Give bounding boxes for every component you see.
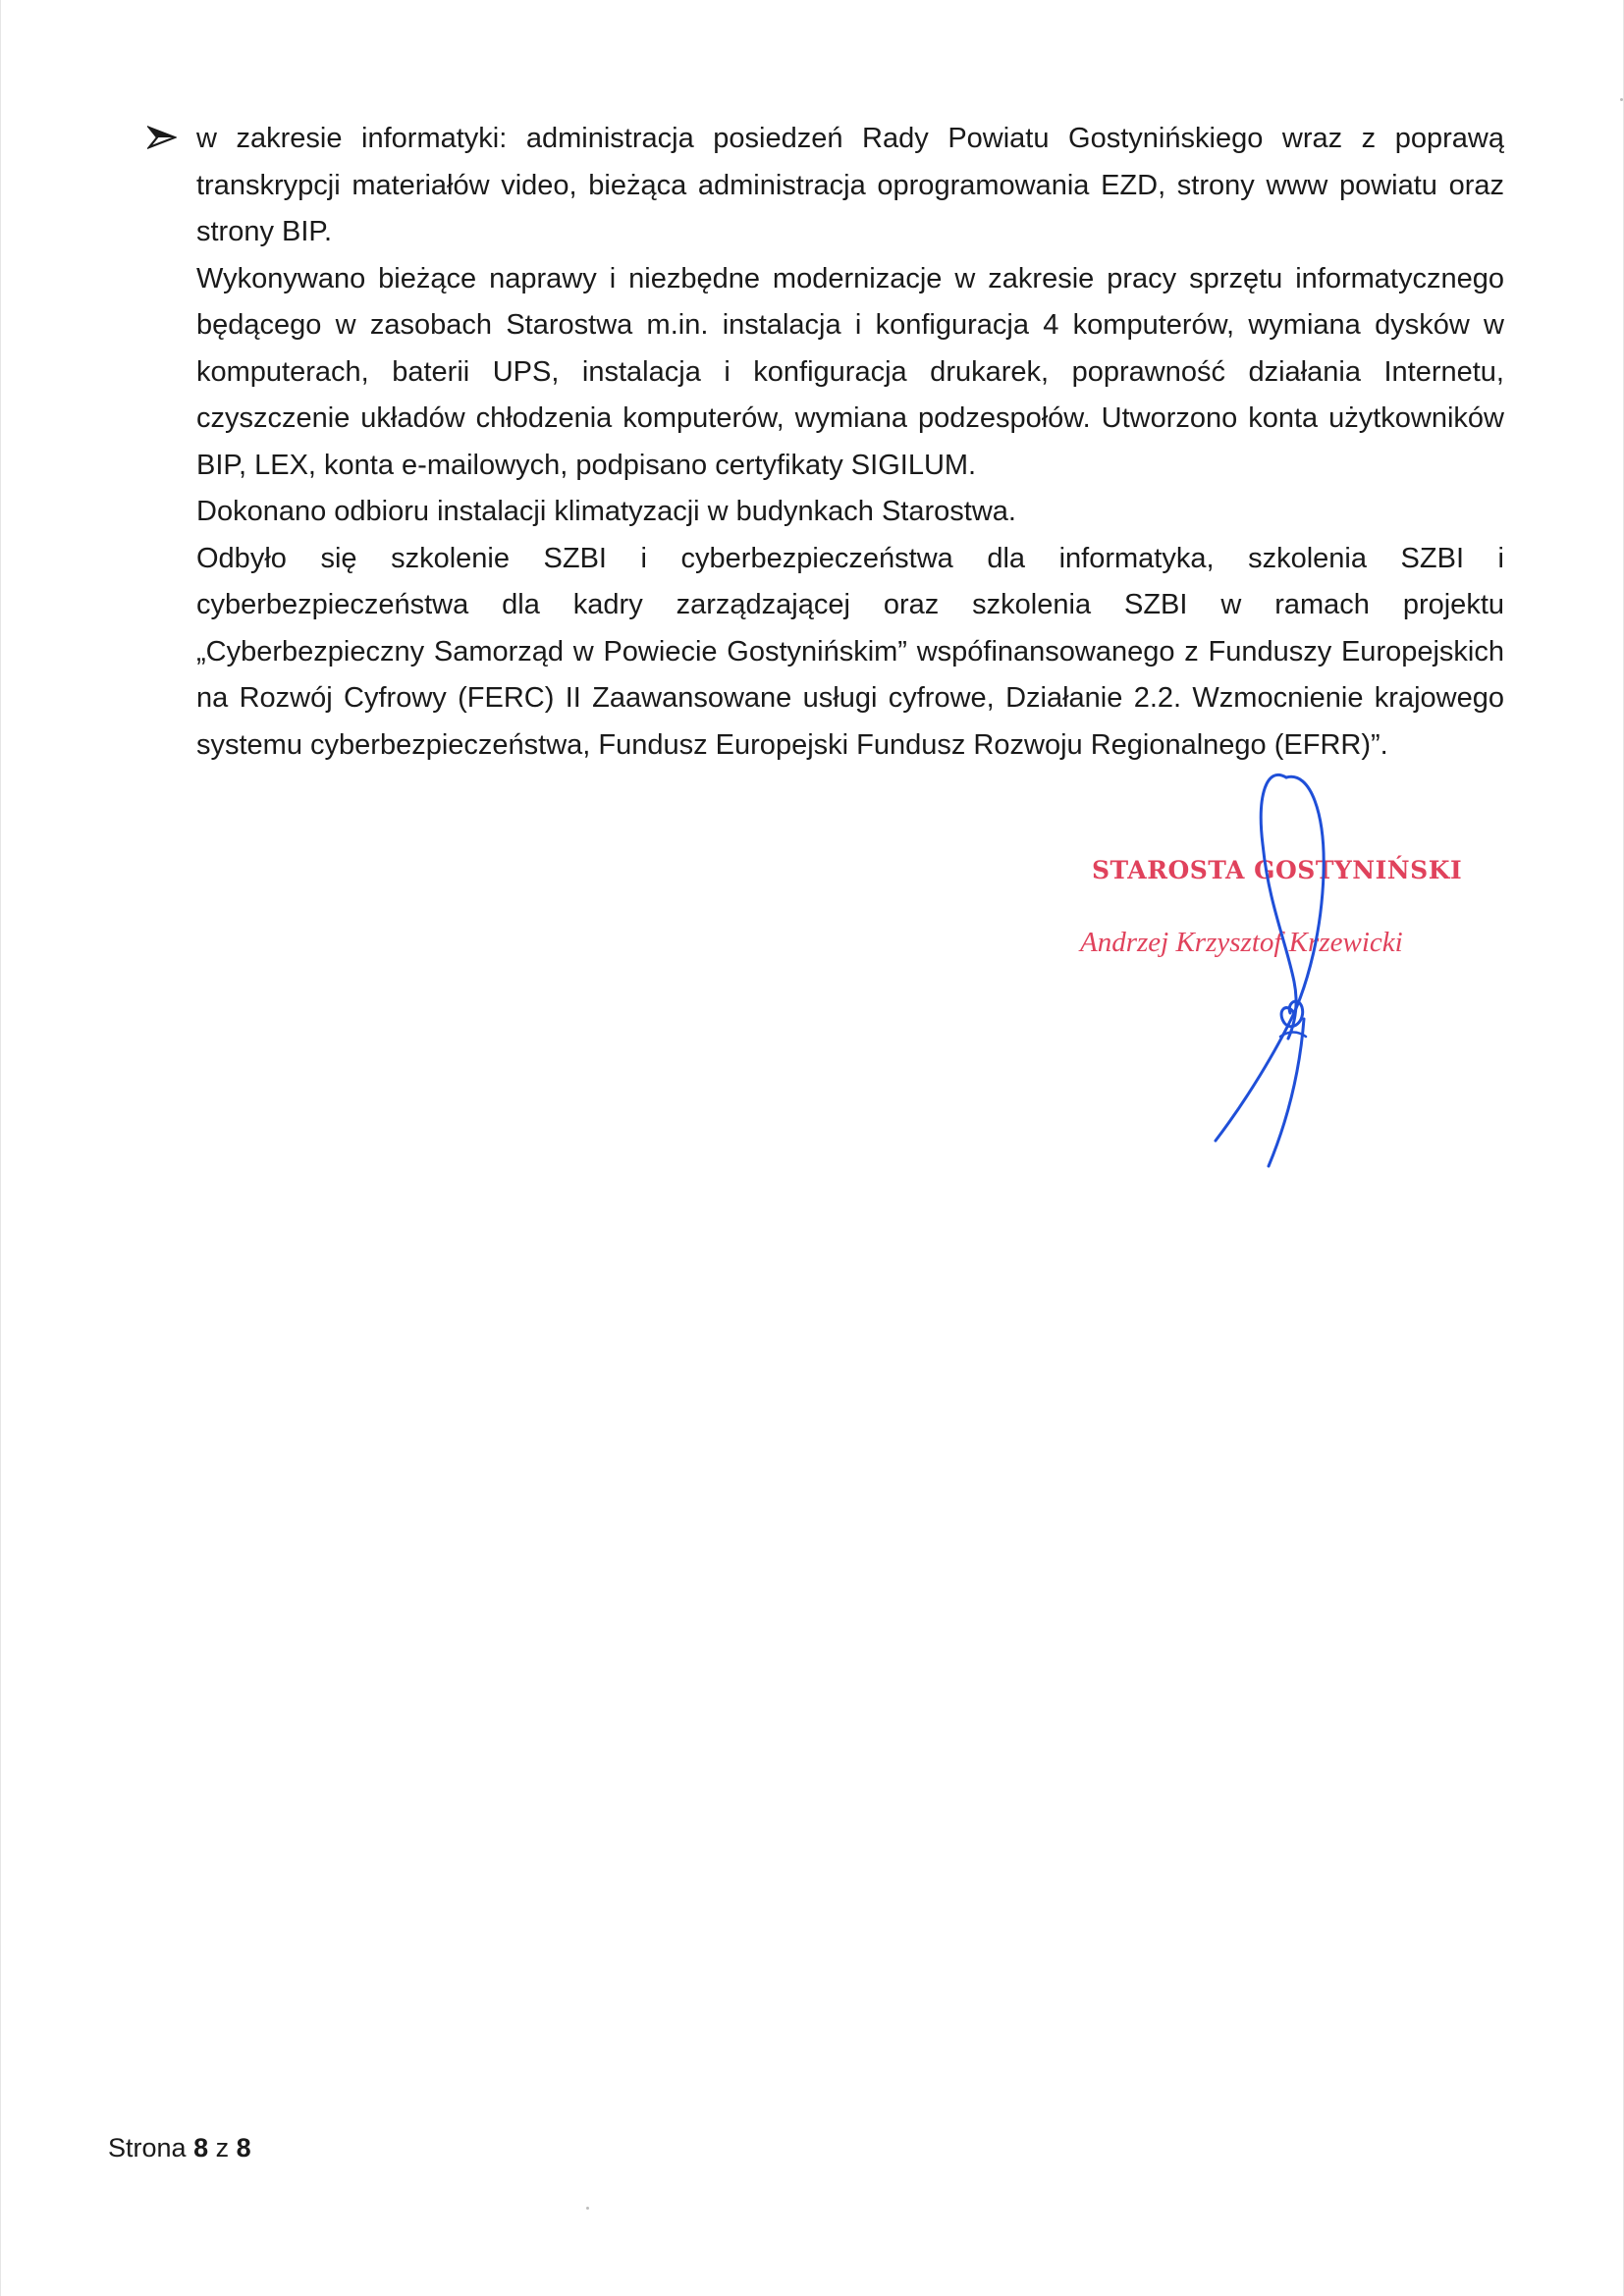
stamp-name: Andrzej Krzysztof Krzewicki bbox=[1080, 927, 1403, 958]
arrowhead-bullet-icon bbox=[147, 126, 177, 149]
scan-artifact bbox=[1620, 98, 1623, 101]
footer-separator: z bbox=[215, 2133, 230, 2163]
handwritten-signature bbox=[1178, 756, 1394, 1188]
paragraph-repairs: Wykonywano bieżące naprawy i niezbędne modernizacje w zakresie pracy sprzętu informatycznego będącego w zasobach Starostwa m.in. instalacja i konfiguracja 4 komputerów, wymiana dysków w komputerach, baterii UPS, instalacja i konfiguracja drukarek, poprawność działania Internetu, czyszczenie układów chłodzenia komputerów, wymiana podzespołów. Utworzono konta użytkowników BIP, LEX, konta e-mailowych, podpisano certyfikaty SIGILUM. bbox=[196, 262, 1504, 481]
page-footer bbox=[108, 2133, 251, 2163]
footer-prefix: Strona bbox=[108, 2133, 187, 2163]
paragraph-informatics: w zakresie informatyki: administracja posiedzeń Rady Powiatu Gostynińskiego wraz z poprawą transkrypcji materiałów video, bieżąca administracja oprogramowania EZD, strony www powiatu oraz strony BIP. bbox=[196, 123, 1504, 247]
bullet-item bbox=[196, 116, 1504, 769]
footer-total-pages: 8 bbox=[236, 2133, 251, 2163]
document-body bbox=[196, 116, 1504, 769]
stamp-title: STAROSTA GOSTYNIŃSKI bbox=[1092, 856, 1463, 884]
paragraph-training: Odbyło się szkolenie SZBI i cyberbezpieczeństwa dla informatyka, szkolenia SZBI i cyberbezpieczeństwa dla kadry zarządzającej oraz szkolenia SZBI w ramach projektu „Cyberbezpieczny Samorząd w Powiecie Gostynińskim” wspófinansowanego z Funduszy Europejskich na Rozwój Cyfrowy (FERC) II Zaawansowane usługi cyfrowe, Działanie 2.2. Wzmocnienie krajowego systemu cyberbezpieczeństwa, Fundusz Europejski Fundusz Rozwoju Regionalnego (EFRR)”. bbox=[196, 542, 1504, 761]
scan-artifact bbox=[586, 2207, 589, 2210]
footer-current-page: 8 bbox=[193, 2133, 209, 2163]
paragraph-air-conditioning: Dokonano odbioru instalacji klimatyzacji w budynkach Starostwa. bbox=[196, 496, 1016, 527]
